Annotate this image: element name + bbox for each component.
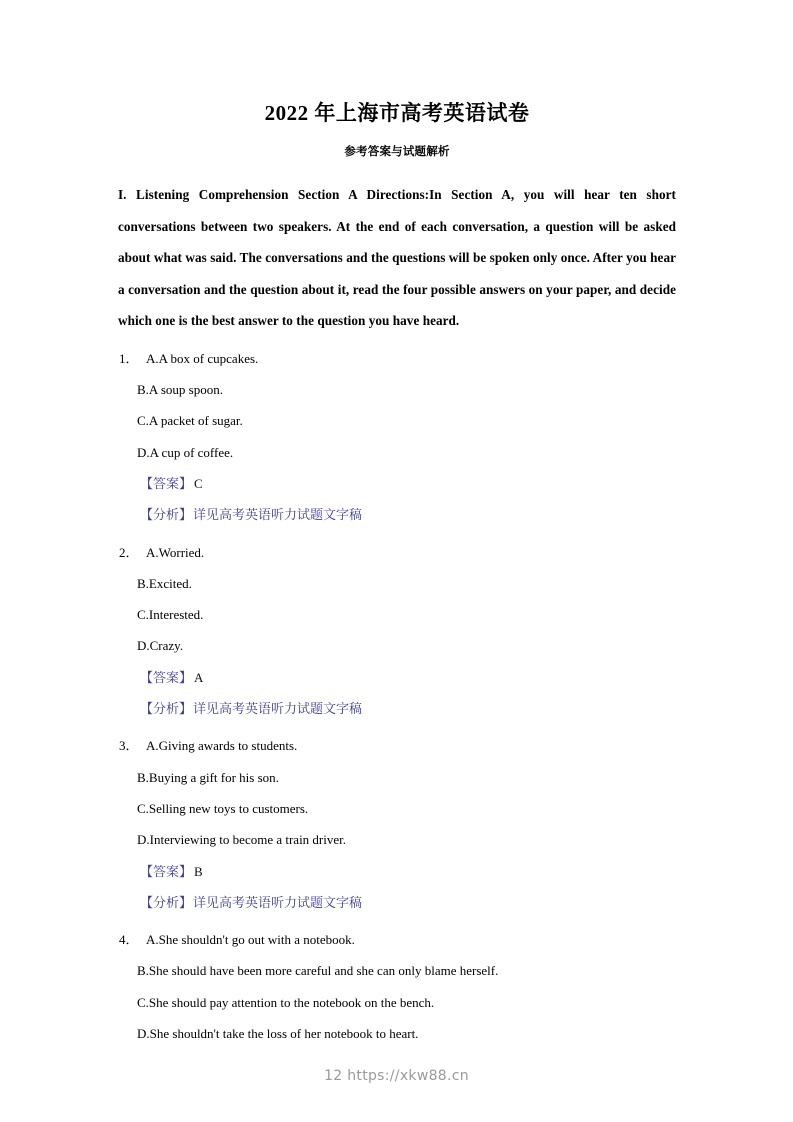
question-block bbox=[118, 724, 676, 918]
analysis-label: 【分析】 bbox=[140, 894, 193, 910]
question-option[interactable]: D.Crazy. bbox=[137, 638, 184, 654]
question-number: 1． bbox=[119, 350, 139, 366]
question-option[interactable]: A.She shouldn't go out with a notebook. bbox=[146, 932, 355, 948]
answer-label: 【答案】 bbox=[140, 669, 193, 685]
analysis-label: 【分析】 bbox=[140, 507, 193, 523]
question-option[interactable]: A.A box of cupcakes. bbox=[146, 350, 259, 366]
question-first-line bbox=[118, 730, 676, 761]
question-option[interactable]: D.She shouldn't take the loss of her notebook to heart. bbox=[137, 1025, 419, 1041]
question-number: 2． bbox=[119, 544, 139, 560]
page-title: 2022 年上海市高考英语试卷 bbox=[264, 101, 530, 125]
question-option[interactable]: A.Giving awards to students. bbox=[146, 738, 298, 754]
answer-value: C bbox=[194, 475, 203, 491]
question-option[interactable]: B.Excited. bbox=[137, 575, 192, 591]
question-option[interactable]: C.Interested. bbox=[137, 607, 204, 623]
analysis-value: 详见高考英语听力试题文字稿 bbox=[193, 507, 363, 523]
question-number: 4． bbox=[119, 932, 139, 948]
answer-value: B bbox=[194, 863, 203, 879]
question-first-line bbox=[118, 924, 676, 955]
question-block bbox=[118, 337, 676, 531]
question-option[interactable]: C.She should pay attention to the notebook on the bench. bbox=[137, 994, 435, 1010]
question-number: 3． bbox=[119, 738, 139, 754]
page-subtitle: 参考答案与试题解析 bbox=[344, 146, 450, 159]
question-option[interactable]: B.Buying a gift for his son. bbox=[137, 769, 279, 785]
question-first-line bbox=[118, 343, 676, 374]
answer-label: 【答案】 bbox=[140, 863, 193, 879]
question-option[interactable]: B.She should have been more careful and she can only blame herself. bbox=[137, 963, 499, 979]
question-option[interactable]: D.Interviewing to become a train driver. bbox=[137, 832, 347, 848]
analysis-line bbox=[118, 887, 676, 918]
answer-line bbox=[118, 662, 676, 693]
answer-value: A bbox=[194, 669, 204, 685]
answer-label: 【答案】 bbox=[140, 475, 193, 491]
analysis-value: 详见高考英语听力试题文字稿 bbox=[193, 701, 363, 717]
analysis-line bbox=[118, 693, 676, 724]
analysis-value: 详见高考英语听力试题文字稿 bbox=[193, 894, 363, 910]
analysis-label: 【分析】 bbox=[140, 701, 193, 717]
question-option[interactable]: D.A cup of coffee. bbox=[137, 444, 234, 460]
question-option[interactable]: C.A packet of sugar. bbox=[137, 413, 243, 429]
answer-line bbox=[118, 856, 676, 887]
question-option[interactable]: C.Selling new toys to customers. bbox=[137, 800, 309, 816]
question-block bbox=[118, 531, 676, 725]
question-option[interactable]: A.Worried. bbox=[146, 544, 205, 560]
analysis-line bbox=[118, 499, 676, 530]
answer-line bbox=[118, 468, 676, 499]
question-first-line bbox=[118, 537, 676, 568]
question-option[interactable]: B.A soup spoon. bbox=[137, 382, 223, 398]
footer-watermark: 12 https://xkw88.cn bbox=[324, 1068, 469, 1084]
directions-paragraph: I. Listening Comprehension Section A Directions:In Section A, you will hear ten short conversations between two speakers. At the end of each conversation, a question will be asked about what was said. The conversations and the questions will be spoken only once. After you hear a conversation and the question about it, read the four possible answers on your paper, and decide which one is the best answer to the question you have heard. bbox=[118, 187, 676, 329]
document-content bbox=[118, 0, 676, 1049]
question-block bbox=[118, 918, 676, 1049]
questions-container bbox=[118, 337, 676, 1050]
